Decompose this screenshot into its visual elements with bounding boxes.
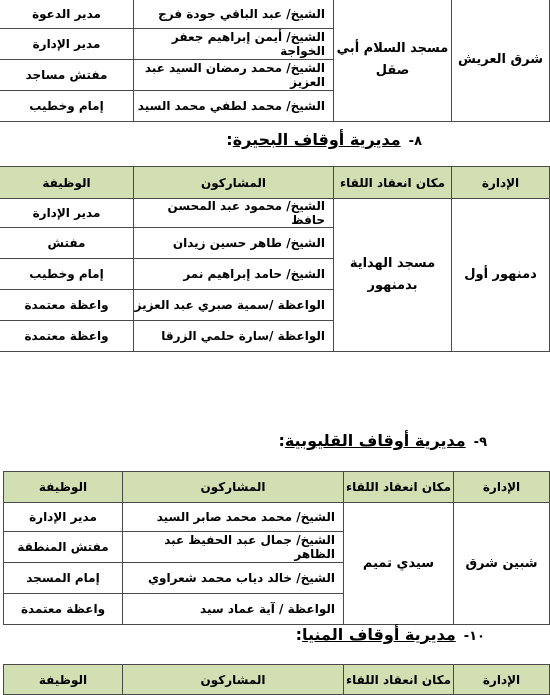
header-participants: المشاركون <box>123 665 344 695</box>
header-role: الوظيفة <box>4 665 123 695</box>
section-colon: : <box>226 130 233 149</box>
section-heading-qalyubia <box>278 428 487 454</box>
place-line: بدمنهور <box>367 278 418 293</box>
participant-role: واعظة معتمدة <box>0 290 134 321</box>
table-header-row <box>4 472 550 503</box>
header-dept: الإدارة <box>454 665 550 695</box>
participant-name: الواعظة / آية عماد سيد <box>123 594 344 625</box>
participant-name: الشيخ/ خالد دياب محمد شعراوي <box>123 563 344 594</box>
dept-cell: دمنهور أول <box>452 199 550 352</box>
header-dept: الإدارة <box>454 472 550 503</box>
place-cell <box>334 0 452 122</box>
participant-role: مفتش مساجد <box>0 60 134 91</box>
table-header-row <box>4 665 550 695</box>
section-heading-beheira <box>226 127 422 153</box>
participant-name: الشيخ/ طاهر حسين زيدان <box>134 228 334 259</box>
section-colon: : <box>278 431 285 450</box>
section-heading-minya <box>296 622 485 648</box>
header-place: مكان انعقاد اللقاء <box>344 665 454 695</box>
header-role: الوظيفة <box>0 167 134 199</box>
participant-name: الشيخ/ محمد لطفي محمد السيد <box>134 91 334 122</box>
place-line: مسجد السلام أبي <box>336 41 449 56</box>
header-place: مكان انعقاد اللقاء <box>344 472 454 503</box>
place-cell <box>334 199 452 352</box>
section-title: مديرية أوقاف القليوبية <box>284 431 466 450</box>
table-row <box>0 0 550 29</box>
participant-name: الواعظة /سارة حلمي الزرقا <box>134 321 334 352</box>
participant-role: مدير الإدارة <box>4 503 123 532</box>
section-number: ٨- <box>408 134 422 149</box>
participant-name: الشيخ/ محمود عبد المحسن حافظ <box>134 199 334 228</box>
participant-name: الواعظة /سمية صبري عبد العزيز <box>134 290 334 321</box>
participant-role: واعظة معتمدة <box>4 594 123 625</box>
table-header-row <box>0 167 550 199</box>
table-row <box>0 199 550 228</box>
table-sharq-alarish <box>0 0 550 122</box>
section-number: ٩- <box>473 435 487 450</box>
participant-name: الشيخ/ جمال عبد الحفيظ عبد الظاهر <box>123 532 344 563</box>
participant-role: مفتش <box>0 228 134 259</box>
header-place: مكان انعقاد اللقاء <box>334 167 452 199</box>
table-row <box>4 503 550 532</box>
participant-name: الشيخ/ حامد إبراهيم نمر <box>134 259 334 290</box>
participant-name: الشيخ/ محمد رمضان السيد عبد العزيز <box>134 60 334 91</box>
table-minya <box>3 664 550 695</box>
section-title: مديرية أوقاف البحيرة <box>232 130 401 149</box>
participant-name: الشيخ/ محمد محمد صابر السيد <box>123 503 344 532</box>
participant-role: مدير الإدارة <box>0 199 134 228</box>
table-beheira <box>0 166 550 352</box>
place-line: مسجد الهداية <box>349 256 436 271</box>
table-qalyubia <box>3 471 550 625</box>
header-participants: المشاركون <box>134 167 334 199</box>
dept-cell: شبين شرق <box>454 503 550 625</box>
place-line: صقل <box>375 63 410 78</box>
participant-role: واعظة معتمدة <box>0 321 134 352</box>
section-number: ١٠- <box>463 629 485 644</box>
participant-role: مدير الإدارة <box>0 29 134 60</box>
participant-role: مفتش المنطقة <box>4 532 123 563</box>
participant-name: الشيخ/ أيمن إبراهيم جعفر الخواجة <box>134 29 334 60</box>
participant-role: إمام وخطيب <box>0 259 134 290</box>
section-title: مديرية أوقاف المنيا <box>301 625 456 644</box>
header-role: الوظيفة <box>4 472 123 503</box>
header-dept: الإدارة <box>452 167 550 199</box>
dept-cell: شرق العريش <box>452 0 550 122</box>
header-participants: المشاركون <box>123 472 344 503</box>
participant-role: إمام وخطيب <box>0 91 134 122</box>
place-cell: سيدي تميم <box>344 503 454 625</box>
section-colon: : <box>295 625 302 644</box>
participant-role: إمام المسجد <box>4 563 123 594</box>
participant-role: مدير الدعوة <box>0 0 134 29</box>
participant-name: الشيخ/ عبد الباقي جودة فرج <box>134 0 334 29</box>
